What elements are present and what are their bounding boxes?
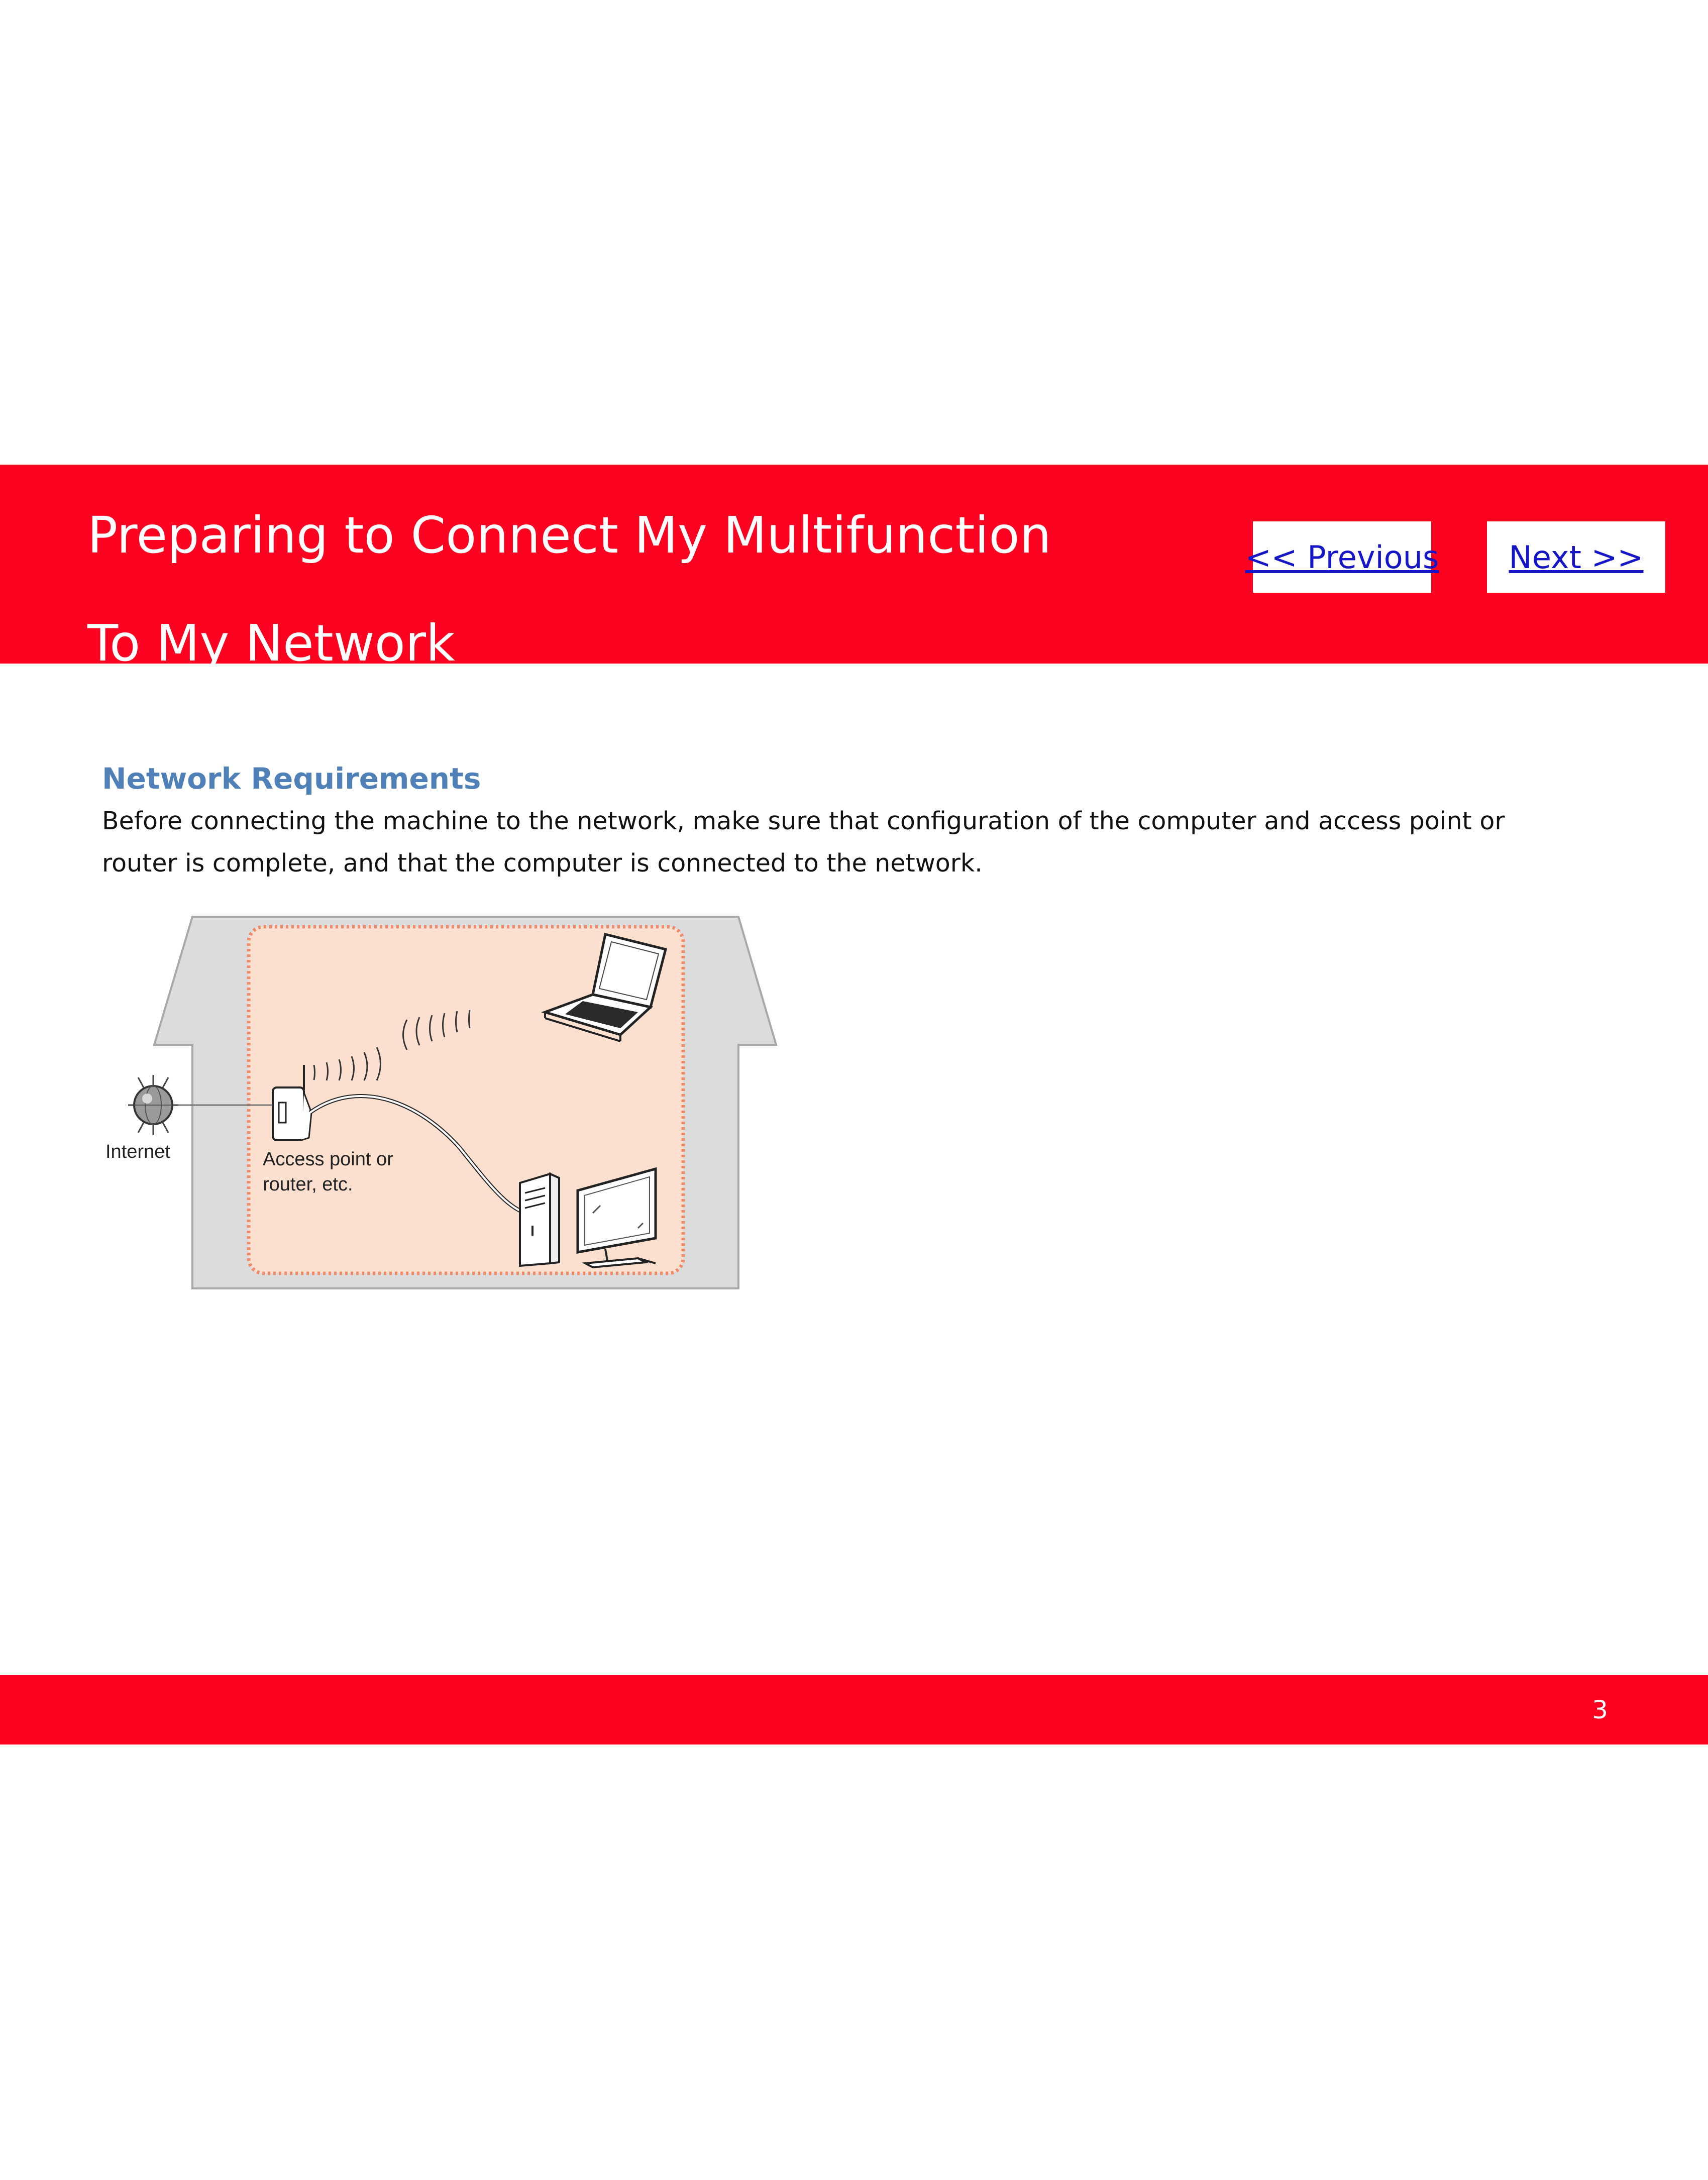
previous-button[interactable]: [1245, 521, 1439, 593]
next-link[interactable]: Next >>: [1509, 538, 1644, 576]
globe-icon: [128, 1075, 178, 1135]
previous-link[interactable]: << Previous: [1245, 538, 1439, 576]
footer-band: [0, 1675, 1708, 1745]
network-diagram: [98, 912, 784, 1293]
page-title-line-1: Preparing to Connect My Multifunction: [87, 506, 1051, 565]
router-label-line-1: Access point or: [263, 1149, 393, 1170]
section-heading: Network Requirements: [102, 761, 481, 796]
router-label-line-2: router, etc.: [263, 1174, 353, 1195]
page-title: [87, 481, 1218, 697]
body-paragraph: Before connecting the machine to the network, make sure that configuration of the computer and access point or router is complete, and that the computer is connected to the network.: [102, 807, 1505, 878]
internet-label: Internet: [105, 1141, 170, 1162]
next-button[interactable]: [1487, 521, 1665, 593]
page-title-line-2: To My Network: [87, 614, 455, 673]
page-number: 3: [1592, 1695, 1608, 1724]
